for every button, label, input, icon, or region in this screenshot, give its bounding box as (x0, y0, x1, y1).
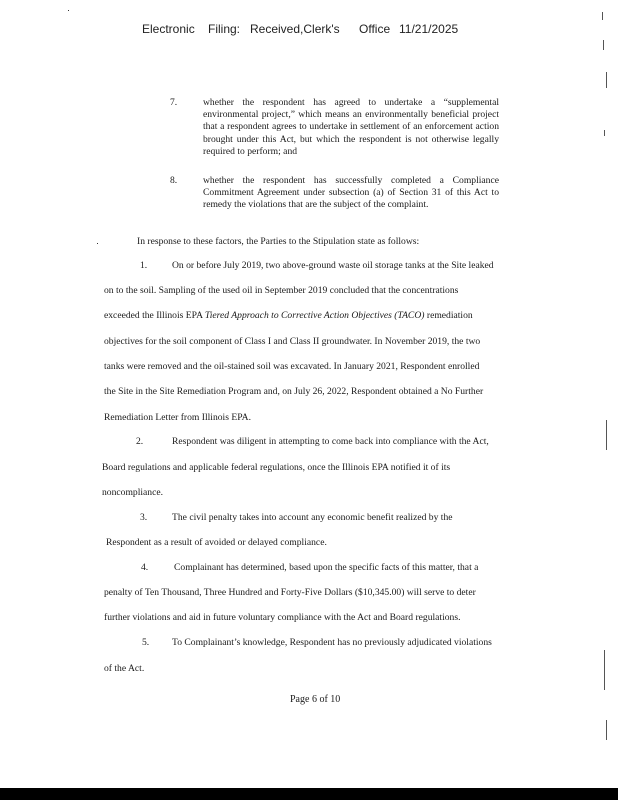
scan-artifact (604, 130, 605, 136)
scan-artifact (606, 420, 607, 450)
list-item-number: 8. (170, 175, 178, 186)
scan-artifact (68, 10, 69, 11)
paragraph-line: of the Act. (104, 663, 145, 674)
scan-bottom-border (0, 788, 618, 800)
scan-artifact (603, 40, 604, 50)
paragraph-line (104, 310, 473, 321)
page-number: Page 6 of 10 (290, 694, 341, 705)
list-item (170, 175, 500, 225)
header-office: Office (359, 22, 391, 36)
paragraph-line: To Complainant’s knowledge, Respondent has no previously adjudicated violations (172, 637, 492, 648)
intro-paragraph: In response to these factors, the Parties to the Stipulation state as follows: (137, 236, 420, 247)
paragraph-line: Remediation Letter from Illinois EPA. (104, 412, 251, 423)
paragraph-line: tanks were removed and the oil-stained soil was excavated. In January 2021, Respondent enrolled (104, 361, 480, 372)
list-item-text: whether the respondent has agreed to undertake a “supplemental environmental project,” which means an environmentally beneficial project that a respondent agrees to undertake in settlement of an enforcement action brought under this Act, but which the respondent is not otherwise legally required to perform; and (203, 97, 499, 157)
paragraph-line: Board regulations and applicable federal regulations, once the Illinois EPA notified it of its (102, 462, 451, 473)
scan-artifact (97, 243, 98, 244)
paragraph-number: 1. (140, 260, 148, 271)
scan-artifact (606, 72, 607, 88)
taco-title: Tiered Approach to Corrective Action Objectives (TACO) (204, 310, 425, 321)
paragraph-line: The civil penalty takes into account any economic benefit realized by the (172, 512, 453, 523)
header-received: Received,Clerk's (250, 22, 340, 36)
paragraph-line: on to the soil. Sampling of the used oil in September 2019 concluded that the concentrations (104, 285, 459, 296)
paragraph-number: 5. (142, 637, 150, 648)
paragraph-line: further violations and aid in future voluntary compliance with the Act and Board regulations. (104, 612, 461, 623)
header-electronic: Electronic (142, 22, 195, 36)
paragraph-line: the Site in the Site Remediation Program and, on July 26, 2022, Respondent obtained a No Further (104, 386, 484, 397)
scan-artifact (606, 720, 607, 740)
header-filing: Filing: (208, 22, 241, 36)
paragraph-number: 2. (136, 436, 144, 447)
list-item (170, 97, 500, 159)
paragraph-line: Complainant has determined, based upon the specific facts of this matter, that a (174, 562, 479, 573)
paragraph-line: objectives for the soil component of Class I and Class II groundwater. In November 2019, the two (104, 336, 481, 347)
paragraph-number: 3. (140, 512, 148, 523)
paragraph-line: Respondent as a result of avoided or delayed compliance. (106, 537, 327, 548)
paragraph-line: On or before July 2019, two above-ground waste oil storage tanks at the Site leaked (172, 260, 494, 271)
scan-artifact (604, 650, 605, 690)
line-segment: remediation (426, 310, 473, 321)
paragraph-line: penalty of Ten Thousand, Three Hundred and Forty-Five Dollars ($10,345.00) will serve to deter (104, 587, 476, 598)
line-segment: exceeded the Illinois EPA (104, 310, 203, 321)
paragraph-line: noncompliance. (102, 487, 164, 498)
scan-artifact (602, 12, 603, 20)
paragraph-line: Respondent was diligent in attempting to come back into compliance with the Act, (172, 436, 489, 447)
list-item-text: whether the respondent has successfully completed a Compliance Commitment Agreement under subsection (a) of Section 31 of this Act to remedy the violations that are the subject of the complaint. (203, 175, 499, 211)
list-item-number: 7. (170, 97, 178, 108)
header-date: 11/21/2025 (399, 22, 459, 36)
paragraph-number: 4. (141, 562, 149, 573)
